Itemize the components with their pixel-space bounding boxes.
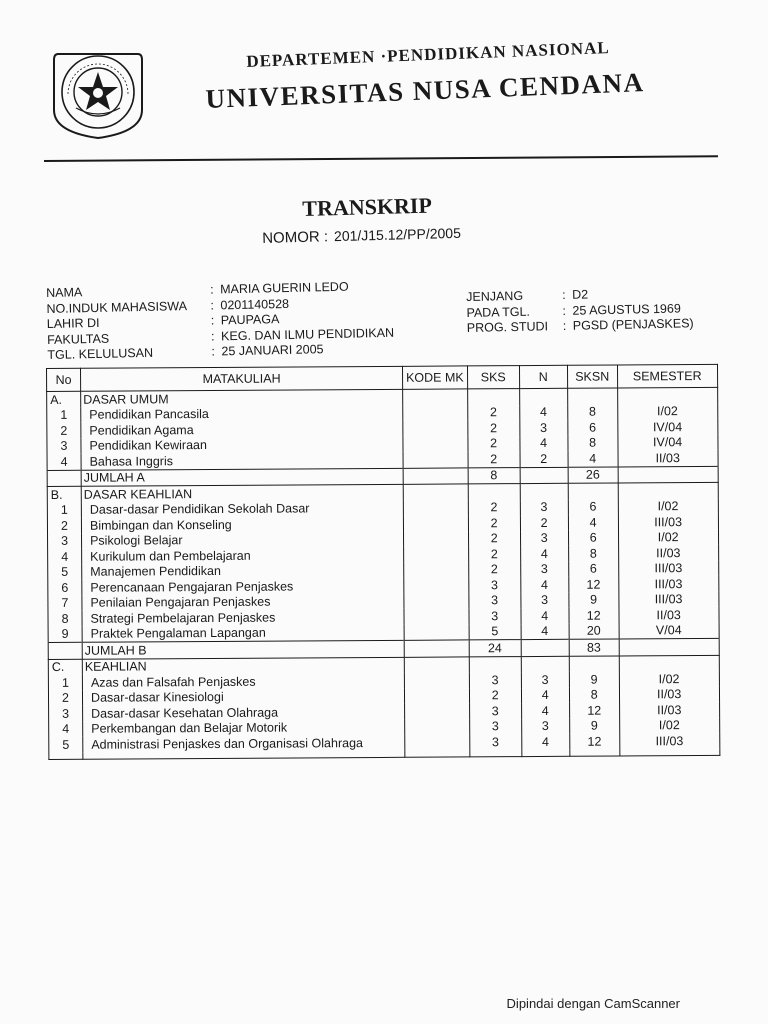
course-grade: 4 [521,734,569,750]
empty-cell [403,484,468,500]
course-name: Administrasi Penjaskes dan Organisasi Olahraga [83,735,405,752]
column-header: SEMESTER [617,364,717,388]
empty-cell [619,638,719,655]
course-code [404,608,469,624]
program-info [466,285,694,337]
course-number: 5 [49,737,83,753]
student-info-value: KEG. DAN ILMU PENDIDIKAN [220,325,395,344]
empty-cell [520,483,568,499]
course-code [404,688,469,704]
course-sksn: 9 [569,672,619,688]
column-header: SKS [467,366,519,389]
group-total-sksn: 26 [568,467,618,484]
student-info-colon: : [210,329,215,344]
university-seal-logo [48,48,148,140]
student-info-value: MARIA GUERIN LEDO [219,279,349,297]
program-info-row [467,316,694,336]
course-semester: III/03 [619,591,719,607]
course-sksn: 12 [569,608,619,624]
course-grade: 4 [521,703,569,719]
course-sks: 2 [468,500,520,516]
course-grade: 4 [520,546,568,562]
course-number: 1 [47,502,81,518]
program-info-label: PROG. STUDI [466,319,549,336]
group-code: B. [47,486,81,502]
course-sks: 3 [469,703,521,719]
course-grade: 4 [520,577,568,593]
course-semester: II/03 [619,607,719,623]
empty-cell [618,482,718,499]
column-header: No [47,368,81,391]
course-code [403,451,468,467]
course-number: 4 [49,721,83,737]
course-name: Manajemen Pendidikan [82,562,404,579]
empty-cell [567,388,617,404]
group-title: DASAR UMUM [81,389,403,407]
course-grade: 3 [520,561,568,577]
course-sksn: 9 [569,718,619,734]
course-semester: I/02 [619,717,719,733]
program-info-value: D2 [571,287,589,302]
course-name: Pendidikan Pancasila [81,405,403,422]
student-info-label: FAKULTAS [46,331,110,347]
empty-cell [519,388,567,404]
course-name: Bahasa Inggris [81,452,403,470]
course-number: 1 [48,675,82,691]
course-semester: III/03 [618,514,718,530]
group-total-sks: 8 [468,467,520,484]
course-grade: 4 [521,623,569,639]
course-sks: 2 [468,436,520,452]
course-sks: 2 [467,420,519,436]
course-number: 5 [48,564,82,580]
course-code [404,546,469,562]
course-sks: 2 [469,688,521,704]
course-name: Perencanaan Pengajaran Penjaskes [82,578,404,595]
course-grade: 4 [521,608,569,624]
course-grade: 4 [520,435,568,451]
course-code [403,500,468,516]
course-grade: 2 [520,451,568,467]
course-sksn: 12 [569,703,619,719]
program-info-label: PADA TGL. [466,304,531,320]
student-info-value: 25 JANUARI 2005 [221,342,324,359]
course-name: Praktek Pengalaman Lapangan [82,624,404,642]
course-sks: 2 [467,405,519,421]
course-code [405,703,470,719]
course-grade: 3 [521,592,569,608]
student-info-colon: : [210,313,215,328]
empty-cell [469,750,521,757]
course-grade: 3 [521,718,569,734]
course-number: 8 [48,611,82,627]
course-name: Pendidikan Agama [81,421,403,438]
transcript-table [46,364,720,760]
transcript-table-wrapper [46,364,720,760]
course-sksn: 4 [568,451,618,467]
course-code [404,577,469,593]
student-info-value: 0201140528 [220,296,290,312]
course-semester: V/04 [619,622,719,639]
course-sksn: 4 [568,515,618,531]
course-code [403,405,468,421]
empty-cell [468,484,520,500]
empty-cell [467,389,519,405]
header-divider [44,155,718,162]
course-name: Penilaian Pengajaran Penjaskes [82,593,404,610]
group-code: C. [48,659,82,675]
empty-cell [404,640,469,657]
course-number: 9 [48,626,82,642]
course-sksn: 6 [568,561,618,577]
course-sksn: 12 [569,734,619,750]
university-name: UNIVERSITAS NUSA CENDANA [205,67,645,114]
column-header: SKSN [567,365,617,388]
course-sksn: 12 [568,577,618,593]
empty-cell [47,470,81,487]
course-name: Dasar-dasar Pendidikan Sekolah Dasar [81,500,403,517]
program-info-value: PGSD (PENJASKES) [572,316,694,333]
course-semester: II/03 [619,686,719,702]
course-sksn: 6 [568,530,618,546]
course-grade: 4 [519,404,567,420]
course-name: Dasar-dasar Kinesiologi [82,688,404,705]
empty-cell [83,750,405,758]
course-semester: III/03 [619,733,719,749]
course-grade: 3 [519,420,567,436]
course-sks: 2 [468,515,520,531]
course-name: Azas dan Falsafah Penjaskes [82,673,404,690]
column-header: KODE MK [402,366,467,389]
course-sksn: 8 [567,404,617,420]
empty-cell [569,656,619,672]
empty-cell [403,389,468,405]
empty-cell [520,467,568,484]
course-number: 2 [47,518,81,534]
scanner-watermark: Dipindai dengan CamScanner [506,996,680,1011]
course-code [404,672,469,688]
course-grade: 2 [520,515,568,531]
course-sks: 3 [469,672,521,688]
course-number: 4 [47,454,81,470]
course-grade: 3 [520,499,568,515]
empty-cell [404,656,469,672]
empty-cell [521,749,569,756]
student-info-colon: : [210,298,215,313]
column-header: MATAKULIAH [81,366,403,391]
student-info-colon: : [211,344,216,359]
course-code [404,562,469,578]
course-grade: 4 [521,687,569,703]
document-title: TRANSKRIP [302,192,433,221]
group-title: KEAHLIAN [82,657,404,675]
course-number: 6 [48,580,82,596]
course-number: 1 [47,407,81,423]
course-number: 2 [48,690,82,706]
student-info-label: NO.INDUK MAHASISWA [46,298,188,316]
empty-cell [617,387,717,404]
course-semester: I/02 [619,671,719,687]
course-sksn: 8 [568,435,618,451]
student-info-label: TGL. KELULUSAN [47,346,154,363]
empty-cell [619,655,719,672]
group-total-sks: 24 [469,640,521,657]
course-code [404,624,469,640]
empty-cell [618,466,718,483]
student-info-value: PAUPAGA [220,312,280,328]
ministry-name: DEPARTEMEN ·PENDIDIKAN NASIONAL [246,38,610,71]
course-number: 3 [48,533,82,549]
course-sksn: 6 [567,420,617,436]
course-sks: 2 [468,562,520,578]
course-sksn: 8 [569,687,619,703]
course-name: Bimbingan dan Konseling [81,516,403,533]
course-number: 7 [48,595,82,611]
student-info-label: LAHIR DI [46,316,100,332]
course-semester: III/03 [618,560,718,576]
course-semester: IV/04 [618,434,718,450]
course-sks: 2 [468,546,520,562]
course-semester: I/02 [617,403,717,419]
course-number: 4 [48,549,82,565]
course-sks: 3 [468,577,520,593]
document-number [262,225,461,247]
course-sks: 2 [468,451,520,467]
program-info-colon: : [562,319,567,334]
empty-cell [521,639,569,656]
empty-cell [521,656,569,672]
group-total-label: JUMLAH B [82,640,404,658]
program-info-value: 25 AGUSTUS 1969 [572,301,681,318]
course-code [404,593,469,609]
course-semester: II/03 [618,545,718,561]
course-semester: I/02 [618,529,718,545]
course-name: Dasar-dasar Kesehatan Olahraga [83,704,405,721]
course-name: Kurikulum dan Pembelajaran [82,547,404,564]
course-code [403,515,468,531]
group-title: DASAR KEAHLIAN [81,484,403,502]
course-number: 3 [49,706,83,722]
course-sksn: 8 [568,546,618,562]
document-number-label: NOMOR : [262,228,329,247]
course-semester: II/03 [619,702,719,718]
document-number-value: 201/J15.12/PP/2005 [333,224,462,245]
course-semester: IV/04 [617,419,717,435]
student-info-colon: : [209,282,214,297]
course-number: 3 [47,438,81,454]
course-sksn: 6 [568,499,618,515]
course-sksn: 20 [569,623,619,639]
course-semester: I/02 [618,498,718,514]
empty-cell [49,752,83,759]
empty-cell [568,483,618,499]
student-info [46,279,395,364]
course-code [405,719,470,735]
student-info-label: NAMA [46,285,83,300]
column-header: N [519,365,567,388]
course-grade: 3 [520,530,568,546]
course-grade: 3 [521,672,569,688]
group-code: A. [47,391,81,407]
course-number: 2 [47,423,81,439]
empty-cell [403,467,468,484]
course-name: Strategi Pembelajaran Penjaskes [82,609,404,626]
course-semester: II/03 [618,450,718,467]
course-semester: III/03 [618,576,718,592]
course-sksn: 9 [569,592,619,608]
group-total-label: JUMLAH A [81,468,403,486]
empty-cell [469,656,521,672]
course-sks: 3 [469,719,521,735]
empty-cell [48,642,82,659]
program-info-colon: : [562,303,567,318]
empty-cell [405,750,470,757]
course-sks: 2 [468,531,520,547]
course-sks: 3 [469,593,521,609]
course-name: Perkembangan dan Belajar Motorik [83,719,405,736]
group-total-sksn: 83 [569,639,619,656]
course-sks: 5 [469,624,521,640]
course-sks: 3 [469,608,521,624]
course-code [404,531,469,547]
course-code [405,734,470,750]
program-info-colon: : [561,287,566,302]
empty-cell [619,748,719,755]
empty-cell [569,749,619,756]
course-sks: 3 [469,734,521,750]
course-code [403,420,468,436]
course-name: Psikologi Belajar [82,531,404,548]
course-name: Pendidikan Kewiraan [81,436,403,453]
program-info-label: JENJANG [466,288,524,304]
course-code [403,436,468,452]
